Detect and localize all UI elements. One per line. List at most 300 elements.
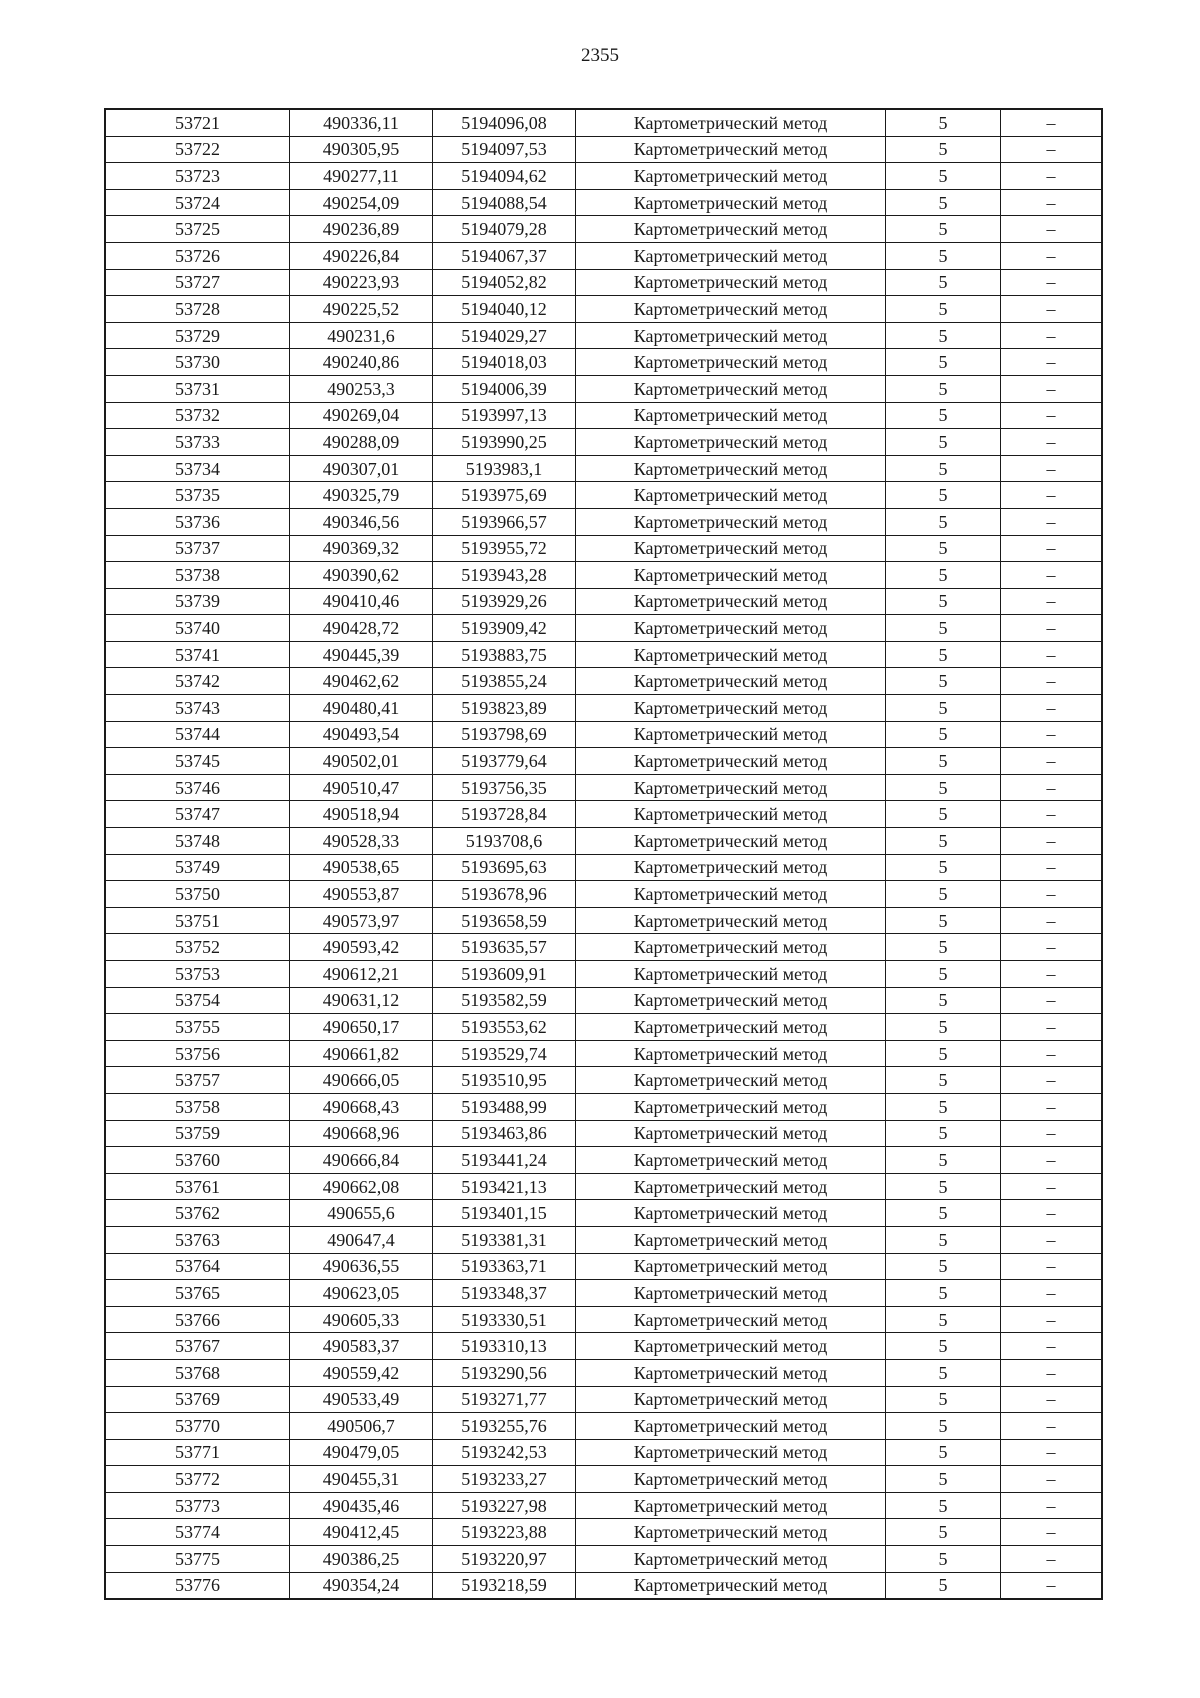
accuracy-cell: 5: [886, 1093, 1001, 1120]
point-number-cell: 53762: [105, 1200, 290, 1227]
point-number-cell: 53773: [105, 1492, 290, 1519]
table-row: [105, 961, 1102, 988]
y-coordinate-cell: 5194067,37: [433, 242, 576, 269]
accuracy-cell: 5: [886, 535, 1001, 562]
note-cell: –: [1001, 1386, 1103, 1413]
accuracy-cell: 5: [886, 828, 1001, 855]
y-coordinate-cell: 5193227,98: [433, 1492, 576, 1519]
x-coordinate-cell: 490336,11: [290, 109, 433, 136]
x-coordinate-cell: 490277,11: [290, 163, 433, 190]
method-cell: Картометрический метод: [576, 1093, 886, 1120]
coordinates-table: [104, 108, 1103, 1600]
point-number-cell: 53765: [105, 1280, 290, 1307]
point-number-cell: 53745: [105, 748, 290, 775]
y-coordinate-cell: 5193943,28: [433, 562, 576, 589]
table-row: [105, 1040, 1102, 1067]
note-cell: –: [1001, 934, 1103, 961]
y-coordinate-cell: 5193233,27: [433, 1466, 576, 1493]
y-coordinate-cell: 5193463,86: [433, 1120, 576, 1147]
accuracy-cell: 5: [886, 1147, 1001, 1174]
note-cell: –: [1001, 296, 1103, 323]
method-cell: Картометрический метод: [576, 907, 886, 934]
method-cell: Картометрический метод: [576, 136, 886, 163]
method-cell: Картометрический метод: [576, 1147, 886, 1174]
note-cell: –: [1001, 1359, 1103, 1386]
note-cell: –: [1001, 1333, 1103, 1360]
method-cell: Картометрический метод: [576, 588, 886, 615]
y-coordinate-cell: 5193441,24: [433, 1147, 576, 1174]
point-number-cell: 53771: [105, 1439, 290, 1466]
accuracy-cell: 5: [886, 588, 1001, 615]
point-number-cell: 53751: [105, 907, 290, 934]
method-cell: Картометрический метод: [576, 774, 886, 801]
x-coordinate-cell: 490506,7: [290, 1413, 433, 1440]
note-cell: –: [1001, 1439, 1103, 1466]
x-coordinate-cell: 490325,79: [290, 482, 433, 509]
note-cell: –: [1001, 189, 1103, 216]
note-cell: –: [1001, 163, 1103, 190]
accuracy-cell: 5: [886, 216, 1001, 243]
method-cell: Картометрический метод: [576, 163, 886, 190]
accuracy-cell: 5: [886, 854, 1001, 881]
table-row: [105, 1306, 1102, 1333]
y-coordinate-cell: 5193223,88: [433, 1519, 576, 1546]
table-row: [105, 1120, 1102, 1147]
table-row: [105, 216, 1102, 243]
accuracy-cell: 5: [886, 907, 1001, 934]
point-number-cell: 53775: [105, 1546, 290, 1573]
table-row: [105, 987, 1102, 1014]
point-number-cell: 53754: [105, 987, 290, 1014]
page-number: 2355: [581, 45, 619, 66]
note-cell: –: [1001, 1226, 1103, 1253]
method-cell: Картометрический метод: [576, 1200, 886, 1227]
y-coordinate-cell: 5193997,13: [433, 402, 576, 429]
table-row: [105, 535, 1102, 562]
y-coordinate-cell: 5193779,64: [433, 748, 576, 775]
x-coordinate-cell: 490636,55: [290, 1253, 433, 1280]
point-number-cell: 53742: [105, 668, 290, 695]
method-cell: Картометрический метод: [576, 322, 886, 349]
y-coordinate-cell: 5194079,28: [433, 216, 576, 243]
x-coordinate-cell: 490593,42: [290, 934, 433, 961]
method-cell: Картометрический метод: [576, 189, 886, 216]
method-cell: Картометрический метод: [576, 695, 886, 722]
y-coordinate-cell: 5194094,62: [433, 163, 576, 190]
table-row: [105, 1093, 1102, 1120]
x-coordinate-cell: 490240,86: [290, 349, 433, 376]
note-cell: –: [1001, 641, 1103, 668]
table-row: [105, 1439, 1102, 1466]
accuracy-cell: 5: [886, 695, 1001, 722]
method-cell: Картометрический метод: [576, 721, 886, 748]
y-coordinate-cell: 5193695,63: [433, 854, 576, 881]
y-coordinate-cell: 5193966,57: [433, 508, 576, 535]
accuracy-cell: 5: [886, 482, 1001, 509]
table-row: [105, 455, 1102, 482]
note-cell: –: [1001, 322, 1103, 349]
accuracy-cell: 5: [886, 269, 1001, 296]
note-cell: –: [1001, 1014, 1103, 1041]
accuracy-cell: 5: [886, 562, 1001, 589]
point-number-cell: 53737: [105, 535, 290, 562]
accuracy-cell: 5: [886, 1280, 1001, 1307]
accuracy-cell: 5: [886, 1333, 1001, 1360]
y-coordinate-cell: 5193823,89: [433, 695, 576, 722]
point-number-cell: 53723: [105, 163, 290, 190]
point-number-cell: 53736: [105, 508, 290, 535]
y-coordinate-cell: 5193330,51: [433, 1306, 576, 1333]
method-cell: Картометрический метод: [576, 1306, 886, 1333]
note-cell: –: [1001, 748, 1103, 775]
x-coordinate-cell: 490455,31: [290, 1466, 433, 1493]
accuracy-cell: 5: [886, 1067, 1001, 1094]
method-cell: Картометрический метод: [576, 748, 886, 775]
note-cell: –: [1001, 375, 1103, 402]
table-row: [105, 375, 1102, 402]
table-row: [105, 163, 1102, 190]
x-coordinate-cell: 490223,93: [290, 269, 433, 296]
note-cell: –: [1001, 349, 1103, 376]
point-number-cell: 53741: [105, 641, 290, 668]
y-coordinate-cell: 5193678,96: [433, 881, 576, 908]
y-coordinate-cell: 5193363,71: [433, 1253, 576, 1280]
x-coordinate-cell: 490612,21: [290, 961, 433, 988]
x-coordinate-cell: 490231,6: [290, 322, 433, 349]
method-cell: Картометрический метод: [576, 1120, 886, 1147]
point-number-cell: 53730: [105, 349, 290, 376]
point-number-cell: 53738: [105, 562, 290, 589]
accuracy-cell: 5: [886, 1359, 1001, 1386]
y-coordinate-cell: 5193756,35: [433, 774, 576, 801]
y-coordinate-cell: 5193983,1: [433, 455, 576, 482]
y-coordinate-cell: 5193510,95: [433, 1067, 576, 1094]
y-coordinate-cell: 5193658,59: [433, 907, 576, 934]
method-cell: Картометрический метод: [576, 934, 886, 961]
accuracy-cell: 5: [886, 296, 1001, 323]
accuracy-cell: 5: [886, 455, 1001, 482]
note-cell: –: [1001, 1253, 1103, 1280]
point-number-cell: 53761: [105, 1173, 290, 1200]
point-number-cell: 53756: [105, 1040, 290, 1067]
note-cell: –: [1001, 828, 1103, 855]
x-coordinate-cell: 490666,05: [290, 1067, 433, 1094]
note-cell: –: [1001, 1067, 1103, 1094]
accuracy-cell: 5: [886, 322, 1001, 349]
note-cell: –: [1001, 535, 1103, 562]
accuracy-cell: 5: [886, 429, 1001, 456]
accuracy-cell: 5: [886, 1572, 1001, 1599]
y-coordinate-cell: 5194018,03: [433, 349, 576, 376]
point-number-cell: 53770: [105, 1413, 290, 1440]
table-row: [105, 349, 1102, 376]
accuracy-cell: 5: [886, 1226, 1001, 1253]
point-number-cell: 53731: [105, 375, 290, 402]
point-number-cell: 53768: [105, 1359, 290, 1386]
accuracy-cell: 5: [886, 1040, 1001, 1067]
y-coordinate-cell: 5193883,75: [433, 641, 576, 668]
x-coordinate-cell: 490226,84: [290, 242, 433, 269]
y-coordinate-cell: 5193909,42: [433, 615, 576, 642]
method-cell: Картометрический метод: [576, 1572, 886, 1599]
accuracy-cell: 5: [886, 136, 1001, 163]
point-number-cell: 53725: [105, 216, 290, 243]
point-number-cell: 53767: [105, 1333, 290, 1360]
y-coordinate-cell: 5193401,15: [433, 1200, 576, 1227]
y-coordinate-cell: 5193635,57: [433, 934, 576, 961]
table-row: [105, 1466, 1102, 1493]
point-number-cell: 53752: [105, 934, 290, 961]
table-row: [105, 774, 1102, 801]
note-cell: –: [1001, 482, 1103, 509]
x-coordinate-cell: 490668,96: [290, 1120, 433, 1147]
method-cell: Картометрический метод: [576, 828, 886, 855]
x-coordinate-cell: 490445,39: [290, 641, 433, 668]
note-cell: –: [1001, 562, 1103, 589]
method-cell: Картометрический метод: [576, 881, 886, 908]
point-number-cell: 53774: [105, 1519, 290, 1546]
x-coordinate-cell: 490518,94: [290, 801, 433, 828]
point-number-cell: 53755: [105, 1014, 290, 1041]
x-coordinate-cell: 490666,84: [290, 1147, 433, 1174]
table-row: [105, 881, 1102, 908]
table-row: [105, 1386, 1102, 1413]
accuracy-cell: 5: [886, 349, 1001, 376]
note-cell: –: [1001, 269, 1103, 296]
x-coordinate-cell: 490254,09: [290, 189, 433, 216]
note-cell: –: [1001, 1200, 1103, 1227]
table-row: [105, 1253, 1102, 1280]
note-cell: –: [1001, 854, 1103, 881]
x-coordinate-cell: 490605,33: [290, 1306, 433, 1333]
x-coordinate-cell: 490662,08: [290, 1173, 433, 1200]
method-cell: Картометрический метод: [576, 1067, 886, 1094]
point-number-cell: 53733: [105, 429, 290, 456]
point-number-cell: 53772: [105, 1466, 290, 1493]
point-number-cell: 53740: [105, 615, 290, 642]
x-coordinate-cell: 490493,54: [290, 721, 433, 748]
x-coordinate-cell: 490288,09: [290, 429, 433, 456]
accuracy-cell: 5: [886, 934, 1001, 961]
accuracy-cell: 5: [886, 189, 1001, 216]
table-row: [105, 721, 1102, 748]
note-cell: –: [1001, 1492, 1103, 1519]
note-cell: –: [1001, 588, 1103, 615]
note-cell: –: [1001, 1466, 1103, 1493]
table-row: [105, 189, 1102, 216]
table-row: [105, 109, 1102, 136]
table-row: [105, 269, 1102, 296]
y-coordinate-cell: 5193975,69: [433, 482, 576, 509]
point-number-cell: 53727: [105, 269, 290, 296]
x-coordinate-cell: 490480,41: [290, 695, 433, 722]
note-cell: –: [1001, 1147, 1103, 1174]
note-cell: –: [1001, 1040, 1103, 1067]
x-coordinate-cell: 490412,45: [290, 1519, 433, 1546]
note-cell: –: [1001, 402, 1103, 429]
method-cell: Картометрический метод: [576, 1439, 886, 1466]
x-coordinate-cell: 490538,65: [290, 854, 433, 881]
method-cell: Картометрический метод: [576, 1466, 886, 1493]
y-coordinate-cell: 5194006,39: [433, 375, 576, 402]
method-cell: Картометрический метод: [576, 961, 886, 988]
method-cell: Картометрический метод: [576, 242, 886, 269]
accuracy-cell: 5: [886, 1120, 1001, 1147]
table-row: [105, 1359, 1102, 1386]
y-coordinate-cell: 5193955,72: [433, 535, 576, 562]
table-row: [105, 1014, 1102, 1041]
point-number-cell: 53726: [105, 242, 290, 269]
method-cell: Картометрический метод: [576, 1014, 886, 1041]
accuracy-cell: 5: [886, 721, 1001, 748]
table-row: [105, 1492, 1102, 1519]
method-cell: Картометрический метод: [576, 1333, 886, 1360]
table-row: [105, 1333, 1102, 1360]
y-coordinate-cell: 5194040,12: [433, 296, 576, 323]
method-cell: Картометрический метод: [576, 429, 886, 456]
point-number-cell: 53728: [105, 296, 290, 323]
point-number-cell: 53732: [105, 402, 290, 429]
method-cell: Картометрический метод: [576, 1280, 886, 1307]
y-coordinate-cell: 5194052,82: [433, 269, 576, 296]
y-coordinate-cell: 5193271,77: [433, 1386, 576, 1413]
y-coordinate-cell: 5193855,24: [433, 668, 576, 695]
table-row: [105, 934, 1102, 961]
point-number-cell: 53746: [105, 774, 290, 801]
note-cell: –: [1001, 881, 1103, 908]
accuracy-cell: 5: [886, 987, 1001, 1014]
method-cell: Картометрический метод: [576, 1519, 886, 1546]
y-coordinate-cell: 5193609,91: [433, 961, 576, 988]
x-coordinate-cell: 490623,05: [290, 1280, 433, 1307]
method-cell: Картометрический метод: [576, 455, 886, 482]
x-coordinate-cell: 490668,43: [290, 1093, 433, 1120]
method-cell: Картометрический метод: [576, 1492, 886, 1519]
note-cell: –: [1001, 987, 1103, 1014]
y-coordinate-cell: 5193582,59: [433, 987, 576, 1014]
x-coordinate-cell: 490269,04: [290, 402, 433, 429]
x-coordinate-cell: 490225,52: [290, 296, 433, 323]
point-number-cell: 53753: [105, 961, 290, 988]
table-row: [105, 562, 1102, 589]
method-cell: Картометрический метод: [576, 987, 886, 1014]
x-coordinate-cell: 490647,4: [290, 1226, 433, 1253]
accuracy-cell: 5: [886, 1492, 1001, 1519]
table-row: [105, 854, 1102, 881]
coordinates-table-body: [105, 109, 1102, 1599]
table-row: [105, 1226, 1102, 1253]
y-coordinate-cell: 5193708,6: [433, 828, 576, 855]
y-coordinate-cell: 5193348,37: [433, 1280, 576, 1307]
y-coordinate-cell: 5193218,59: [433, 1572, 576, 1599]
note-cell: –: [1001, 1093, 1103, 1120]
method-cell: Картометрический метод: [576, 402, 886, 429]
table-row: [105, 828, 1102, 855]
accuracy-cell: 5: [886, 242, 1001, 269]
note-cell: –: [1001, 801, 1103, 828]
accuracy-cell: 5: [886, 1014, 1001, 1041]
note-cell: –: [1001, 429, 1103, 456]
y-coordinate-cell: 5194096,08: [433, 109, 576, 136]
method-cell: Картометрический метод: [576, 1413, 886, 1440]
y-coordinate-cell: 5193529,74: [433, 1040, 576, 1067]
point-number-cell: 53750: [105, 881, 290, 908]
x-coordinate-cell: 490253,3: [290, 375, 433, 402]
y-coordinate-cell: 5194029,27: [433, 322, 576, 349]
accuracy-cell: 5: [886, 1546, 1001, 1573]
accuracy-cell: 5: [886, 375, 1001, 402]
y-coordinate-cell: 5193381,31: [433, 1226, 576, 1253]
method-cell: Картометрический метод: [576, 668, 886, 695]
note-cell: –: [1001, 109, 1103, 136]
point-number-cell: 53748: [105, 828, 290, 855]
note-cell: –: [1001, 1120, 1103, 1147]
method-cell: Картометрический метод: [576, 1359, 886, 1386]
accuracy-cell: 5: [886, 1253, 1001, 1280]
point-number-cell: 53743: [105, 695, 290, 722]
accuracy-cell: 5: [886, 961, 1001, 988]
x-coordinate-cell: 490369,32: [290, 535, 433, 562]
point-number-cell: 53769: [105, 1386, 290, 1413]
x-coordinate-cell: 490502,01: [290, 748, 433, 775]
method-cell: Картометрический метод: [576, 216, 886, 243]
accuracy-cell: 5: [886, 402, 1001, 429]
accuracy-cell: 5: [886, 668, 1001, 695]
table-row: [105, 1546, 1102, 1573]
y-coordinate-cell: 5193255,76: [433, 1413, 576, 1440]
note-cell: –: [1001, 242, 1103, 269]
method-cell: Картометрический метод: [576, 296, 886, 323]
x-coordinate-cell: 490236,89: [290, 216, 433, 243]
y-coordinate-cell: 5194097,53: [433, 136, 576, 163]
x-coordinate-cell: 490479,05: [290, 1439, 433, 1466]
table-row: [105, 1173, 1102, 1200]
method-cell: Картометрический метод: [576, 349, 886, 376]
point-number-cell: 53764: [105, 1253, 290, 1280]
accuracy-cell: 5: [886, 641, 1001, 668]
x-coordinate-cell: 490386,25: [290, 1546, 433, 1573]
note-cell: –: [1001, 216, 1103, 243]
x-coordinate-cell: 490661,82: [290, 1040, 433, 1067]
note-cell: –: [1001, 1280, 1103, 1307]
method-cell: Картометрический метод: [576, 482, 886, 509]
method-cell: Картометрический метод: [576, 615, 886, 642]
method-cell: Картометрический метод: [576, 375, 886, 402]
table-row: [105, 641, 1102, 668]
point-number-cell: 53724: [105, 189, 290, 216]
point-number-cell: 53749: [105, 854, 290, 881]
table-row: [105, 801, 1102, 828]
point-number-cell: 53739: [105, 588, 290, 615]
y-coordinate-cell: 5193929,26: [433, 588, 576, 615]
x-coordinate-cell: 490650,17: [290, 1014, 433, 1041]
point-number-cell: 53747: [105, 801, 290, 828]
note-cell: –: [1001, 1413, 1103, 1440]
method-cell: Картометрический метод: [576, 801, 886, 828]
note-cell: –: [1001, 1546, 1103, 1573]
method-cell: Картометрический метод: [576, 1173, 886, 1200]
table-row: [105, 1280, 1102, 1307]
table-row: [105, 1200, 1102, 1227]
accuracy-cell: 5: [886, 748, 1001, 775]
table-row: [105, 296, 1102, 323]
x-coordinate-cell: 490583,37: [290, 1333, 433, 1360]
x-coordinate-cell: 490553,87: [290, 881, 433, 908]
point-number-cell: 53735: [105, 482, 290, 509]
note-cell: –: [1001, 961, 1103, 988]
accuracy-cell: 5: [886, 801, 1001, 828]
table-row: [105, 748, 1102, 775]
